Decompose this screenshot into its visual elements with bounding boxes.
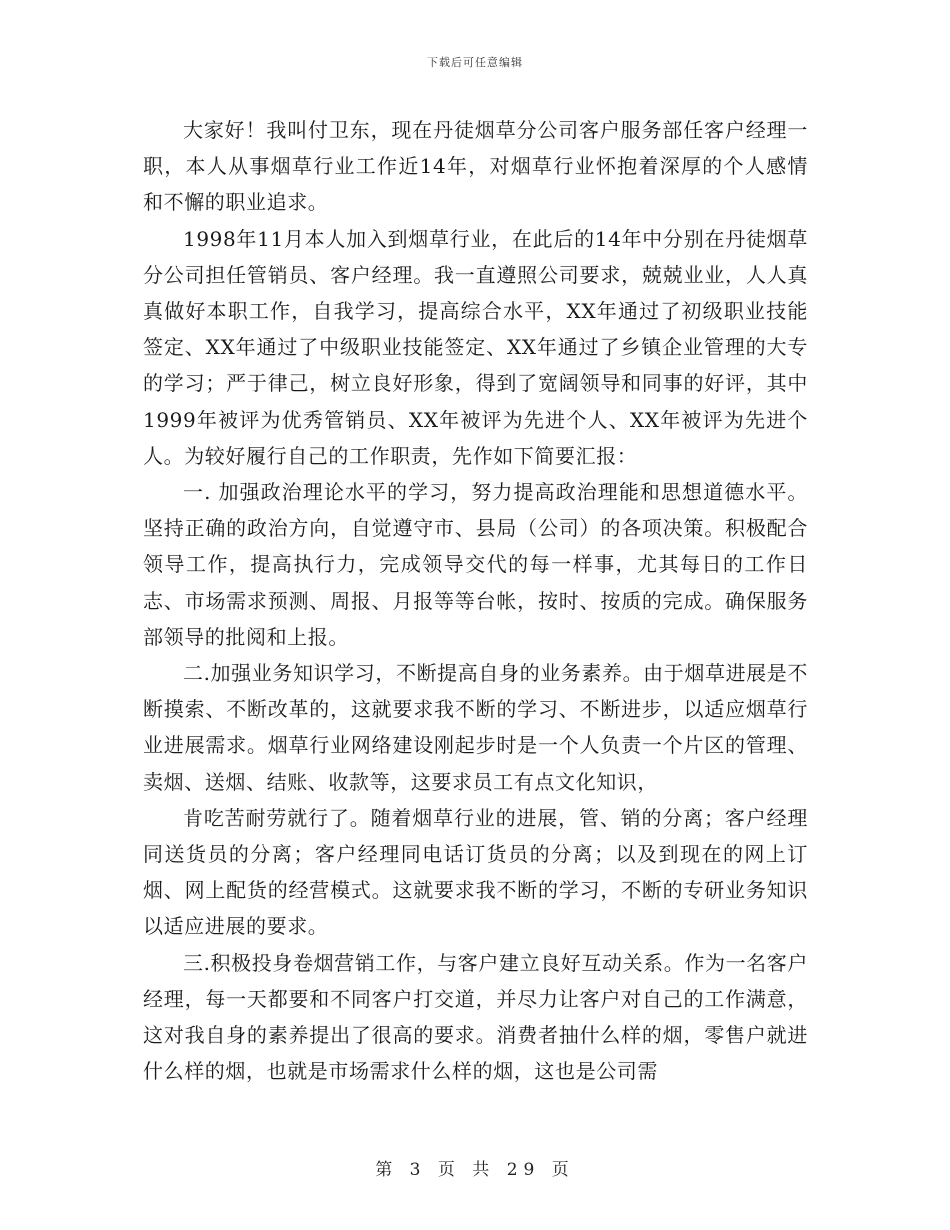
document-body [143,112,808,1089]
paragraph-intro: 大家好！我叫付卫东，现在丹徒烟草分公司客户服务部任客户经理一职，本人从事烟草行业工作近14年，对烟草行业怀抱着深厚的个人感情和不懈的职业追求。 [143,118,808,215]
paragraph-section-two: 二.加强业务知识学习，不断提高自身的业务素养。由于烟草进展是不断摸索、不断改革的，这就要求我不断的学习、不断进步，以适应烟草行业进展需求。烟草行业网络建设刚起步时是一个人负责一个片区的管理、卖烟、送烟、结账、收款等，这要求员工有点文化知识， [143,661,808,794]
page-header-note: 下载后可任意编辑 [427,56,523,69]
paragraph-section-one: 一. 加强政治理论水平的学习，努力提高政治理能和思想道德水平。坚持正确的政治方向，自觉遵守市、县局（公司）的各项决策。积极配合领导工作，提高执行力，完成领导交代的每一样事，尤其每日的工作日志、市场需求预测、周报、月报等等台帐，按时、按质的完成。确保服务部领导的批阅和上报。 [143,480,808,649]
paragraph-section-two-continued: 肯吃苦耐劳就行了。随着烟草行业的进展，管、销的分离；客户经理同送货员的分离；客户经理同电话订货员的分离；以及到现在的网上订烟、网上配货的经营模式。这就要求我不断的学习，不断的专研业务知识以适应进展的要求。 [143,805,808,939]
page-number: 第 3 页 共 29 页 [375,1160,575,1180]
paragraph-section-three: 三.积极投身卷烟营销工作，与客户建立良好互动关系。作为一名客户经理，每一天都要和不同客户打交道，并尽力让客户对自己的工作满意，这对我自身的素养提出了很高的要求。消费者抽什么样的烟，零售户就进什么样的烟，也就是市场需求什么样的烟，这也是公司需 [143,950,808,1084]
paragraph-career: 1998年11月本人加入到烟草行业，在此后的14年中分别在丹徒烟草分公司担任管销员、客户经理。我一直遵照公司要求，兢兢业业，人人真真做好本职工作，自我学习，提高综合水平，XX年通过了初级职业技能签定、XX年通过了中级职业技能签定、XX年通过了乡镇企业管理的大专的学习；严于律己，树立良好形象，得到了宽阔领导和同事的好评，其中1999年被评为优秀管销员、XX年被评为先进个人、XX年被评为先进个人。为较好履行自己的工作职责，先作如下简要汇报： [143,226,808,468]
